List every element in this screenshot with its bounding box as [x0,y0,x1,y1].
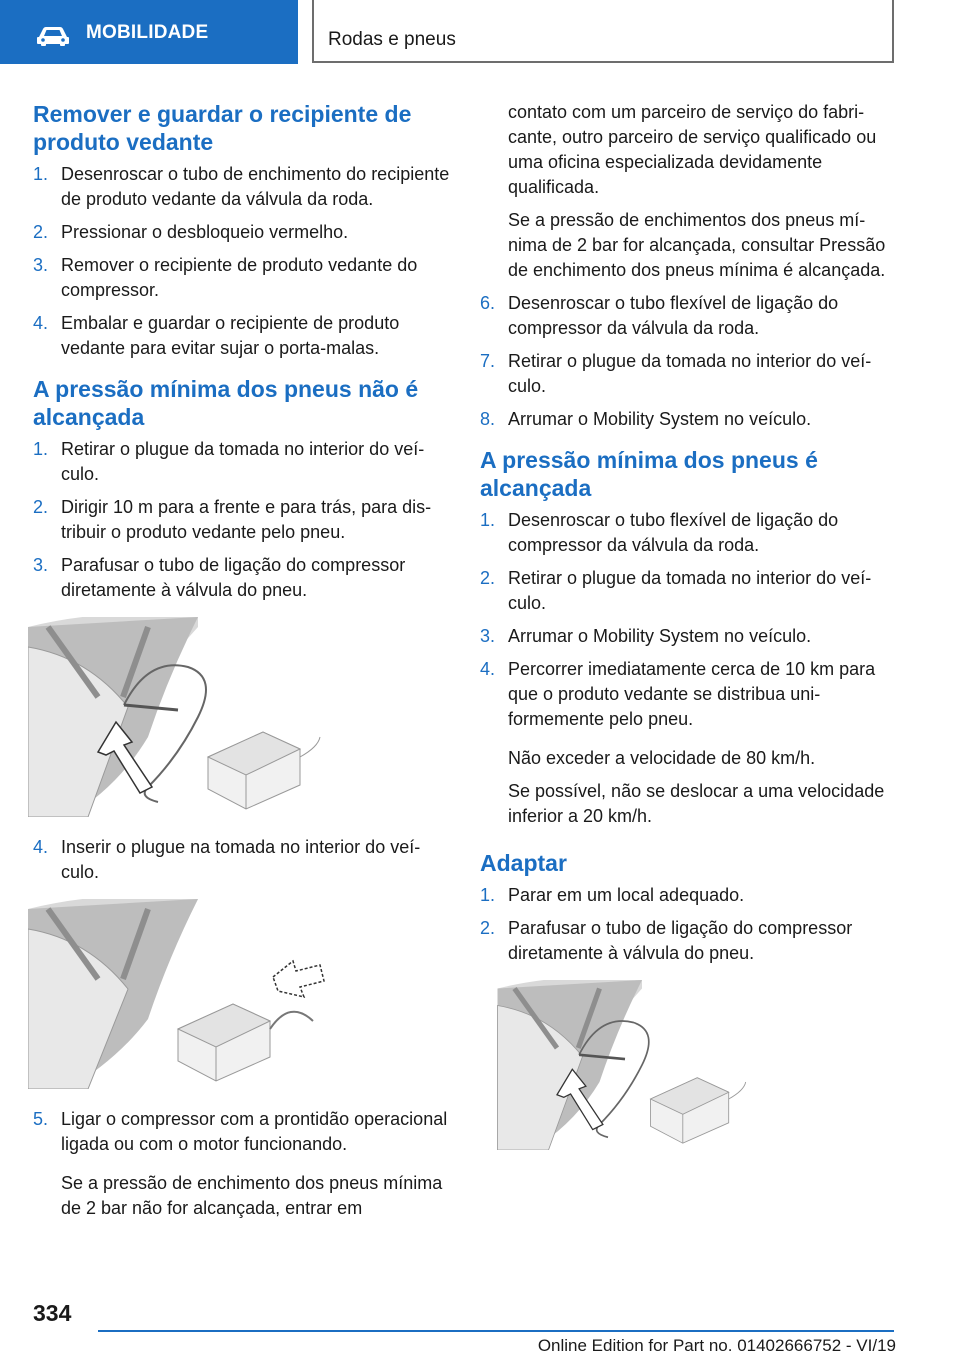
step-continuation: contato com um parceiro de serviço do fabricante, outro parceiro de serviço qualificado ou uma oficina especializada devidamente qualificada. [508,102,877,197]
section-title-remove-store: Remover e guardar o recipiente de produto vedante [33,101,412,155]
list-item [480,291,898,341]
step-number: 1. [33,439,49,459]
step-continuation: Não exceder a velocidade de 80 km/h. [508,748,816,768]
step-text: Dirigir 10 m para a frente e para trás, para distribuir o produto vedante pelo pneu. [61,497,432,542]
list-item [480,566,898,616]
step-number: 6. [480,293,496,313]
list-item [33,1107,451,1157]
step-number: 4. [33,837,49,857]
section-label: MOBILIDADE [86,22,209,43]
step-text: Embalar e guardar o recipiente de produto vedante para evitar sujar o porta-malas. [61,313,400,358]
list-item [33,437,451,487]
step-text: Arrumar o Mobility System no veículo. [508,626,812,646]
step-number: 3. [33,255,49,275]
steps-6-8 [480,291,898,432]
step-text: Parafusar o tubo de ligação do compressor diretamente à válvula do pneu. [61,555,406,600]
footer-divider [98,1330,894,1332]
step-continuation: Se a pressão de enchimentos dos pneus mínima de 2 bar for alcançada, consultar Pressão de enchimento dos pneus mínima é alcançada. [508,210,886,280]
list-item [480,657,898,732]
steps-pressure-not-reached-cont2 [33,1107,451,1157]
compressor-valve-illustration [475,980,775,1150]
step-number: 5. [33,1109,49,1129]
step-number: 8. [480,409,496,429]
step-text: Retirar o plugue da tomada no interior do veículo. [508,568,872,613]
step-text: Ligar o compressor com a prontidão operacional ligada ou com o motor funcionando. [61,1109,448,1154]
step-number: 1. [480,885,496,905]
compressor-plug-illustration [28,899,328,1089]
step-number: 2. [33,222,49,242]
list-item [33,162,451,212]
section-title-pressure-reached: A pressão mínima dos pneus é alcançada [480,447,818,501]
page-number: 334 [33,1300,72,1326]
step-text: Desenroscar o tubo flexível de ligação do compressor da válvula da roda. [508,293,839,338]
step-continuation: Se possível, não se deslocar a uma velocidade inferior a 20 km/h. [508,781,885,826]
left-column [33,100,451,1229]
list-item [480,349,898,399]
chapter-title: Rodas e pneus [328,29,456,50]
step-number: 3. [33,555,49,575]
list-item [33,311,451,361]
list-item [33,553,451,603]
car-icon [36,26,70,46]
list-item [480,508,898,558]
list-item [480,916,898,966]
step-number: 1. [480,510,496,530]
section-title-pressure-not-reached: A pressão mínima dos pneus não é alcançada [33,376,419,430]
step-text: Inserir o plugue na tomada no interior do veículo. [61,837,421,882]
step-text: Parar em um local adequado. [508,885,745,905]
step-continuation: Se a pressão de enchimento dos pneus mínima de 2 bar não for alcançada, entrar em [61,1173,443,1218]
step-number: 4. [480,659,496,679]
footer-edition: Online Edition for Part no. 01402666752 - VI/19 [537,1336,896,1355]
right-column [480,100,898,1168]
list-item [33,220,451,245]
list-item [480,624,898,649]
step-number: 2. [480,568,496,588]
steps-adapt [480,883,898,966]
list-item [33,253,451,303]
compressor-wheel-illustration [28,617,328,817]
steps-pressure-not-reached-cont [33,835,451,885]
list-item [480,407,898,432]
step-text: Pressionar o desbloqueio vermelho. [61,222,349,242]
chapter-header [312,0,894,63]
step-number: 4. [33,313,49,333]
section-title-adapt: Adaptar [480,850,567,876]
list-item [480,883,898,908]
steps-pressure-not-reached [33,437,451,603]
step-number: 2. [480,918,496,938]
step-text: Percorrer imediatamente cerca de 10 km para que o produto vedante se distribua uniformemente pelo pneu. [508,659,876,729]
step-text: Retirar o plugue da tomada no interior do veículo. [61,439,425,484]
step-text: Remover o recipiente de produto vedante do compressor. [61,255,418,300]
step-number: 1. [33,164,49,184]
step-text: Retirar o plugue da tomada no interior do veículo. [508,351,872,396]
step-text: Parafusar o tubo de ligação do compressor diretamente à válvula do pneu. [508,918,853,963]
step-number: 7. [480,351,496,371]
section-tab[interactable] [0,0,298,64]
step-number: 2. [33,497,49,517]
list-item [33,495,451,545]
steps-pressure-reached [480,508,898,732]
steps-remove-store [33,162,451,361]
step-text: Desenroscar o tubo de enchimento do recipiente de produto vedante da válvula da roda. [61,164,450,209]
step-text: Arrumar o Mobility System no veículo. [508,409,812,429]
step-number: 3. [480,626,496,646]
step-text: Desenroscar o tubo flexível de ligação do compressor da válvula da roda. [508,510,839,555]
list-item [33,835,451,885]
